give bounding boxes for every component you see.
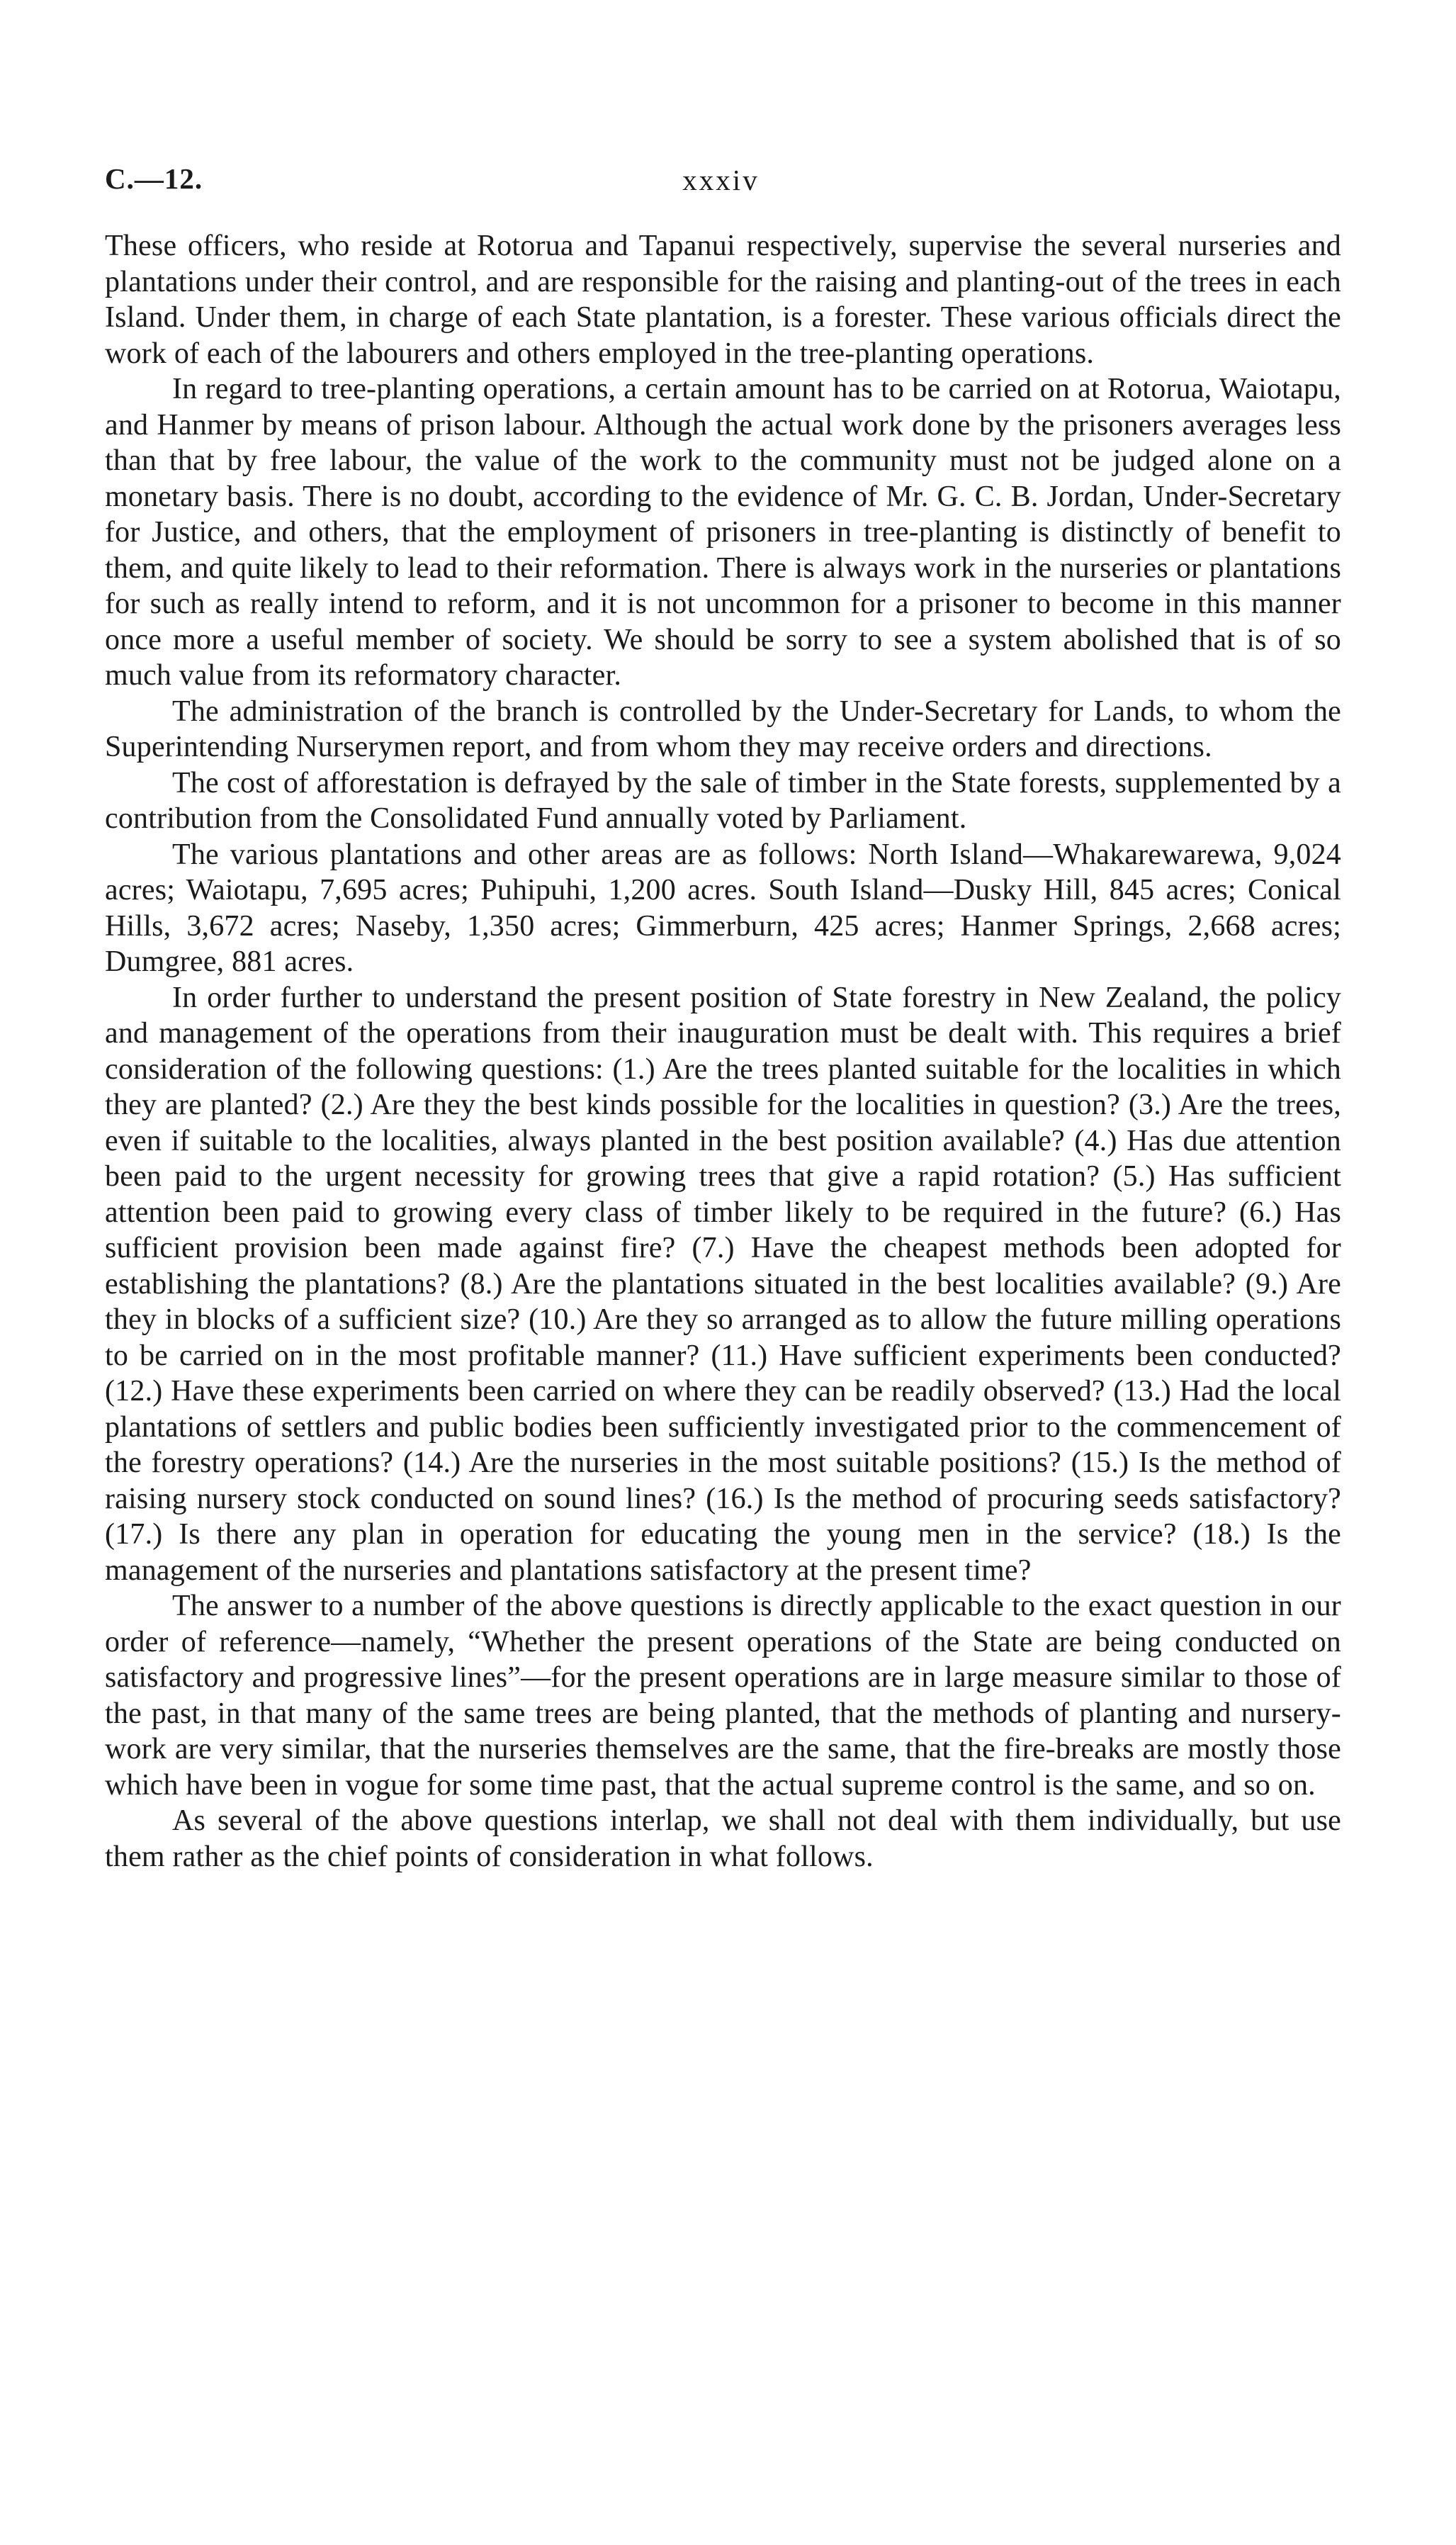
page-number: xxxiv <box>682 164 760 196</box>
paragraph-closing: As several of the above questions interlap, we shall not deal with them individually, but use them rather as the chief points of consideration in what follows. <box>105 1804 1341 1873</box>
paragraph-officers: These officers, who reside at Rotorua and Tapanui respectively, supervise the several nurseries and plantations under their control, and are responsible for the raising and planting-out of the trees in each Island. Under them, in charge of each State plantation, is a forester. These various officials direct the work of each of the labourers and others employed in the tree-planting operations. <box>105 230 1341 370</box>
document-reference: C.—12. <box>105 162 203 195</box>
page-header <box>105 162 1337 204</box>
body-text <box>105 228 1341 1875</box>
paragraph-prison-labour: In regard to tree-planting operations, a certain amount has to be carried on at Rotorua, Waiotapu, and Hanmer by means of prison labour. Although the actual work done by the prisoners averages less than that by free labour, the value of the work to the community must not be judged alone on a monetary basis. There is no doubt, according to the evidence of Mr. G. C. B. Jordan, Under-Secretary for Justice, and others, that the employment of prisoners in tree-planting is distinctly of benefit to them, and quite likely to lead to their reformation. There is always work in the nurseries or plantations for such as really intend to reform, and it is not uncommon for a prisoner to become in this manner once more a useful member of society. We should be sorry to see a system abolished that is of so much value from its reformatory character. <box>105 373 1341 692</box>
paragraph-administration: The administration of the branch is controlled by the Under-Secretary for Lands, to whom the Superintending Nurserymen report, and from whom they may receive orders and directions. <box>105 695 1341 763</box>
paragraph-answer: The answer to a number of the above questions is directly applicable to the exact question in our order of reference—namely, “Whether the present operations of the State are being conducted on satisfactory and progressive lines”—for the present operations are in large measure similar to those of the past, in that many of the same trees are being planted, that the methods of planting and nursery-work are very similar, that the nurseries themselves are the same, that the fire-breaks are mostly those which have been in vogue for some time past, that the actual supreme control is the same, and so on. <box>105 1590 1341 1802</box>
paragraph-cost: The cost of afforestation is defrayed by the sale of timber in the State forests, supplemented by a contribution from the Consolidated Fund annually voted by Parliament. <box>105 766 1341 835</box>
paragraph-plantation-areas: The various plantations and other areas are as follows: North Island—Whakarewarewa, 9,024 acres; Waiotapu, 7,695 acres; Puhipuhi, 1,200 acres. South Island—Dusky Hill, 845 acres; Conical Hills, 3,672 acres; Naseby, 1,350 acres; Gimmerburn, 425 acres; Hanmer Springs, 2,668 acres; Dumgree, 881 acres. <box>105 838 1341 978</box>
paragraph-questions: In order further to understand the present position of State forestry in New Zealand, the policy and management of the operations from their inauguration must be dealt with. This requires a brief consideration of the following questions: (1.) Are the trees planted suitable for the localities in which they are planted? (2.) Are they the best kinds possible for the localities in question? (3.) Are the trees, even if suitable to the localities, always planted in the best position available? (4.) Has due attention been paid to the urgent necessity for growing trees that give a rapid rotation? (5.) Has sufficient attention been paid to growing every class of timber likely to be required in the future? (6.) Has sufficient provision been made against fire? (7.) Have the cheapest methods been adopted for establishing the plantations? (8.) Are the plantations situated in the best localities available? (9.) Are they in blocks of a sufficient size? (10.) Are they so arranged as to allow the future milling operations to be carried on in the most profitable manner? (11.) Have sufficient experiments been conducted? (12.) Have these experiments been carried on where they can be readily observed? (13.) Had the local plantations of settlers and public bodies been sufficiently investigated prior to the commencement of the forestry operations? (14.) Are the nurseries in the most suitable positions? (15.) Is the method of raising nursery stock conducted on sound lines? (16.) Is the method of procuring seeds satisfactory? (17.) Is there any plan in operation for educating the young men in the service? (18.) Is the management of the nurseries and plantations satisfactory at the present time? <box>105 981 1341 1587</box>
